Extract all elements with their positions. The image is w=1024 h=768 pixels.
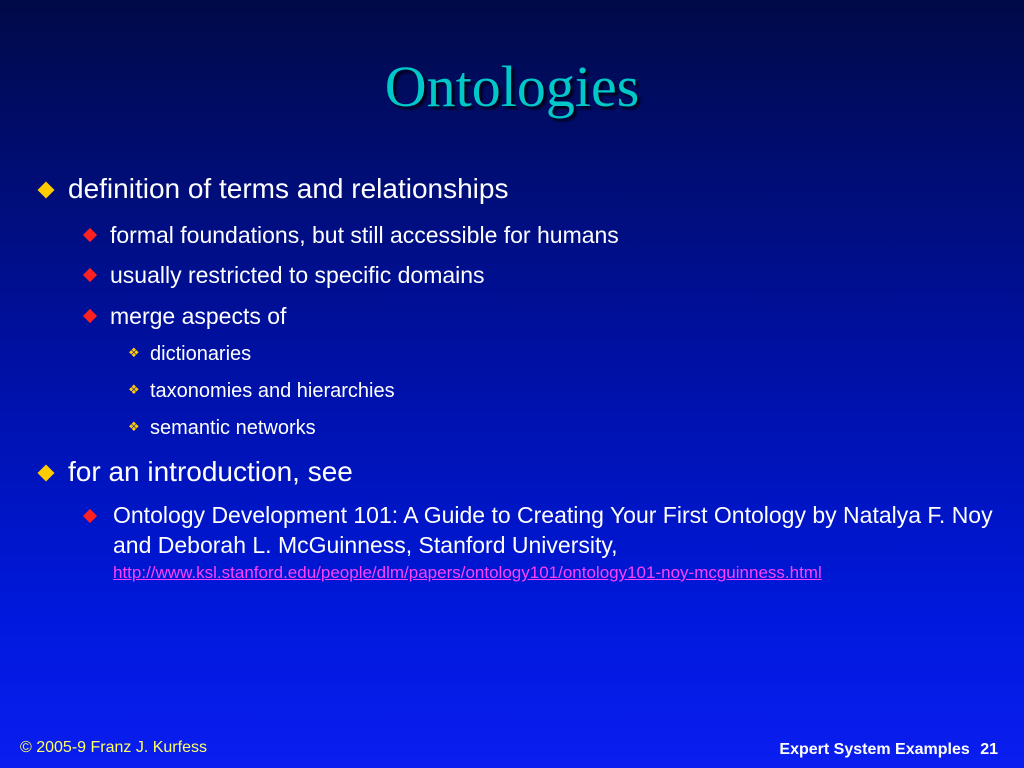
diamond-bullet-icon: [38, 465, 55, 482]
subbullet-restricted-domains: [85, 260, 485, 290]
star-bullet-icon: ❖: [128, 419, 140, 434]
footer-page-number: 21: [980, 741, 998, 758]
diamond-bullet-icon: [83, 228, 97, 242]
bullet-text: definition of terms and relationships: [68, 173, 509, 204]
subbullet-text: formal foundations, but still accessible for humans: [110, 222, 619, 248]
subbullet-formal-foundations: [85, 220, 619, 250]
footer-copyright: © 2005-9 Franz J. Kurfess: [20, 739, 207, 756]
reference-text: Ontology Development 101: A Guide to Creating Your First Ontology by Natalya F. Noy and Deborah L. McGuinness, Stanford University,: [113, 502, 993, 558]
subsubbullet-semantic-networks: [128, 416, 316, 440]
subbullet-text: merge aspects of: [110, 303, 287, 329]
subbullet-text: usually restricted to specific domains: [110, 262, 485, 288]
star-bullet-icon: ❖: [128, 345, 140, 360]
subsubbullet-taxonomies: [128, 379, 395, 403]
reference-link[interactable]: http://www.ksl.stanford.edu/people/dlm/papers/ontology101/ontology101-noy-mcguinness.html: [113, 563, 822, 582]
bullet-text: for an introduction, see: [68, 456, 353, 487]
diamond-bullet-icon: [83, 268, 97, 282]
subsubbullet-text: taxonomies and hierarchies: [150, 380, 395, 402]
bullet-definition: [40, 172, 508, 206]
diamond-bullet-icon: [83, 309, 97, 323]
slide-title: Ontologies: [384, 54, 640, 119]
reference-entry: [113, 500, 993, 585]
bullet-introduction: [40, 455, 353, 489]
subsubbullet-text: semantic networks: [150, 417, 316, 439]
diamond-bullet-icon: [83, 509, 97, 523]
footer-course-title: Expert System Examples: [779, 741, 970, 758]
footer-course-info: [779, 740, 998, 760]
subsubbullet-text: dictionaries: [150, 343, 252, 365]
subbullet-merge-aspects: [85, 301, 286, 331]
subsubbullet-dictionaries: [128, 342, 251, 366]
diamond-bullet-icon: [38, 182, 55, 199]
star-bullet-icon: ❖: [128, 382, 140, 397]
